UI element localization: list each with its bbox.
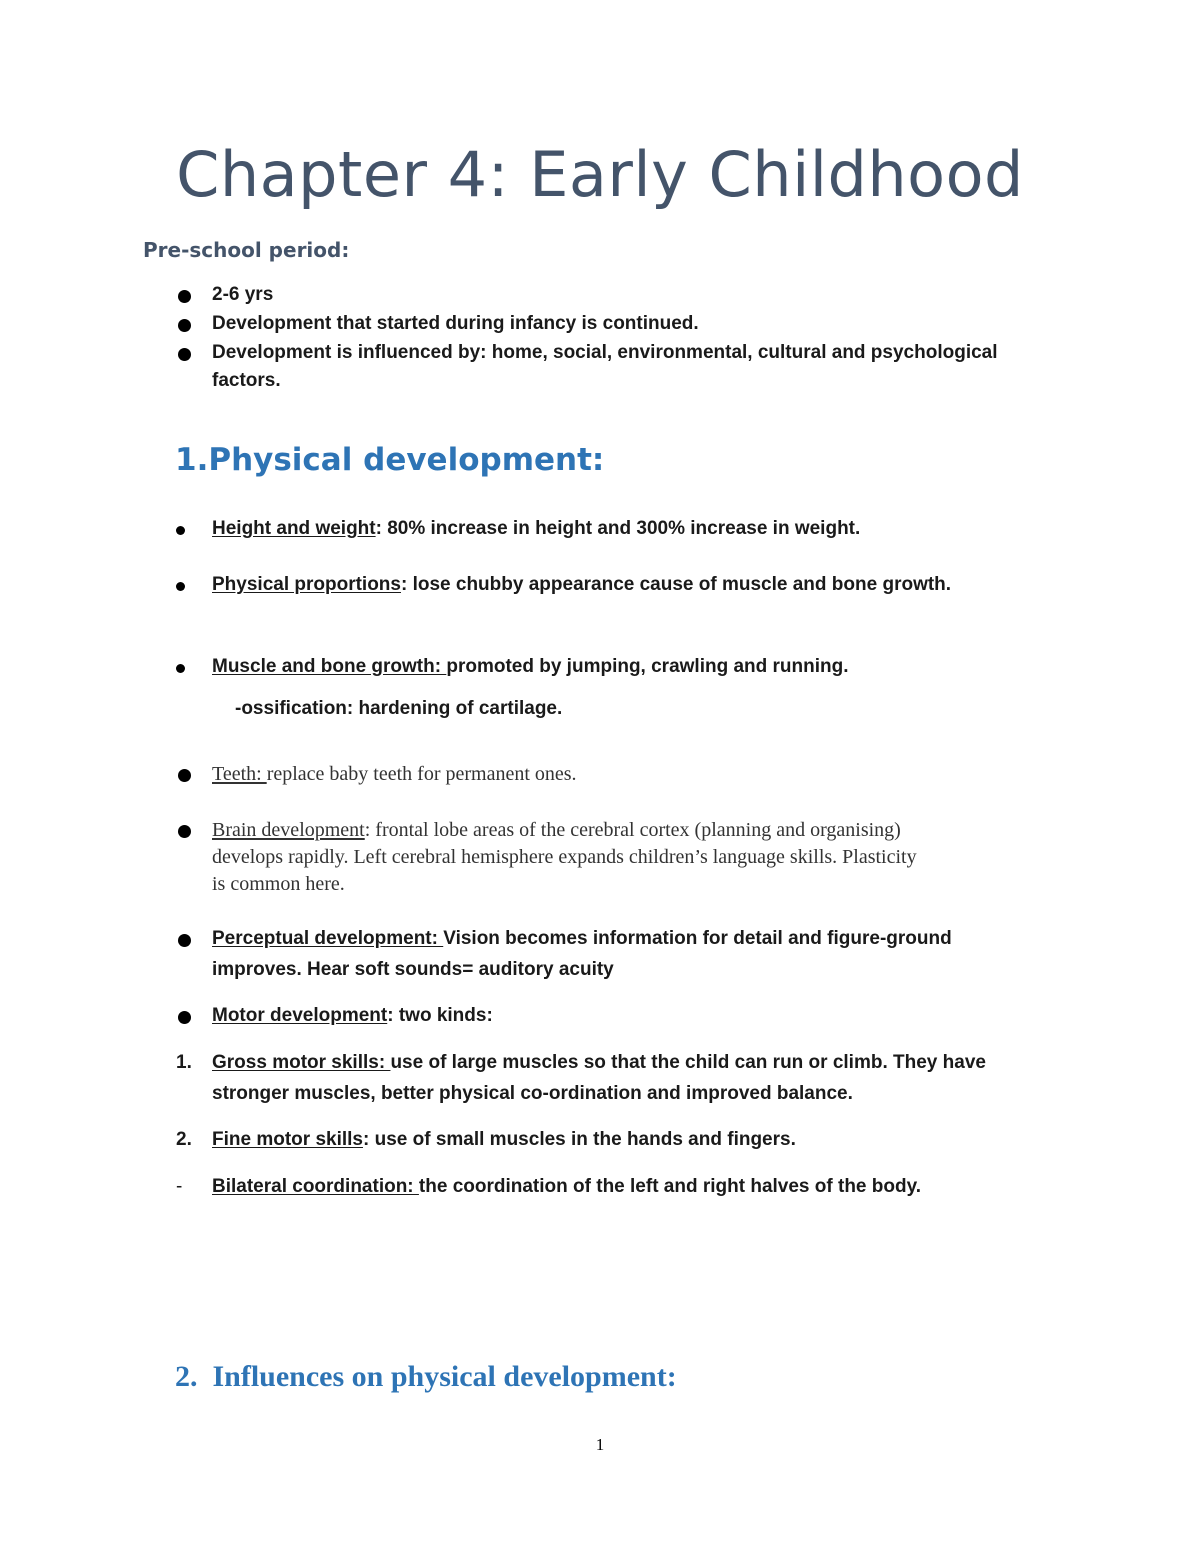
section-heading-influences: 2. Influences on physical development: xyxy=(175,1360,677,1393)
term-teeth: Teeth: xyxy=(212,763,267,785)
text-gross-2: stronger muscles, better physical co-ordination and improved balance. xyxy=(212,1083,853,1104)
text-perceptual-1: Vision becomes information for detail and figure-ground xyxy=(443,928,952,949)
term-gross-motor: Gross motor skills: xyxy=(212,1052,391,1073)
bullet-icon xyxy=(178,825,191,838)
term-bilateral: Bilateral coordination: xyxy=(212,1176,419,1197)
text-bilateral: the coordination of the left and right halves of the body. xyxy=(418,1176,922,1197)
bullet-icon xyxy=(176,582,185,591)
preschool-item-age: 2-6 yrs xyxy=(212,284,274,305)
item-muscle-bone xyxy=(212,656,849,678)
text-muscle-bone: promoted by jumping, crawling and running. xyxy=(446,656,849,677)
item-physical-proportions xyxy=(212,574,951,596)
text-height-weight: : 80% increase in height and 300% increase in weight. xyxy=(375,518,861,539)
term-perceptual: Perceptual development: xyxy=(212,928,444,949)
number-gross: 1. xyxy=(176,1052,192,1073)
item-fine-motor xyxy=(212,1129,796,1151)
bullet-icon xyxy=(176,526,185,535)
text-teeth: replace baby teeth for permanent ones. xyxy=(266,763,577,785)
section-heading-physical: 1.Physical development: xyxy=(175,442,605,478)
preschool-heading: Pre-school period: xyxy=(143,238,350,262)
term-fine-motor: Fine motor skills xyxy=(212,1129,363,1150)
page-number: 1 xyxy=(595,1435,605,1454)
ossification-note: -ossification: hardening of cartilage. xyxy=(235,698,563,719)
item-height-weight xyxy=(212,518,860,540)
term-motor: Motor development xyxy=(212,1005,388,1026)
text-motor: : two kinds: xyxy=(387,1005,493,1026)
item-perceptual xyxy=(212,928,952,950)
text-brain-2: develops rapidly. Left cerebral hemisphere expands children’s language skills. Plasticity xyxy=(212,846,917,868)
bullet-icon xyxy=(178,348,191,361)
bullet-icon xyxy=(178,1011,191,1024)
bullet-icon xyxy=(178,290,191,303)
item-brain xyxy=(212,819,901,842)
page-title: Chapter 4: Early Childhood xyxy=(176,138,1024,211)
bullet-icon xyxy=(178,319,191,332)
term-height-weight: Height and weight xyxy=(212,518,376,539)
text-fine: : use of small muscles in the hands and fingers. xyxy=(362,1129,796,1150)
term-physical-proportions: Physical proportions xyxy=(212,574,401,595)
term-brain: Brain development xyxy=(212,819,365,841)
preschool-item-continued: Development that started during infancy is continued. xyxy=(212,313,699,334)
text-gross-1: use of large muscles so that the child can run or climb. They have xyxy=(390,1052,986,1073)
text-perceptual-2: improves. Hear soft sounds= auditory acuity xyxy=(212,959,614,980)
text-brain-3: is common here. xyxy=(212,873,345,895)
item-teeth xyxy=(212,763,577,786)
preschool-item-influences: Development is influenced by: home, social, environmental, cultural and psychological xyxy=(212,342,998,363)
text-brain-1: : frontal lobe areas of the cerebral cortex (planning and organising) xyxy=(364,819,901,841)
term-muscle-bone: Muscle and bone growth: xyxy=(212,656,447,677)
item-bilateral xyxy=(212,1176,921,1198)
item-motor xyxy=(212,1005,493,1027)
bullet-icon xyxy=(176,664,185,673)
bullet-icon xyxy=(178,934,191,947)
preschool-item-influences-cont: factors. xyxy=(212,370,281,391)
item-gross-motor xyxy=(212,1052,986,1074)
dash-bilateral: - xyxy=(176,1176,183,1197)
number-fine: 2. xyxy=(176,1129,192,1150)
text-physical-proportions: : lose chubby appearance cause of muscle and bone growth. xyxy=(400,574,952,595)
bullet-icon xyxy=(178,769,191,782)
